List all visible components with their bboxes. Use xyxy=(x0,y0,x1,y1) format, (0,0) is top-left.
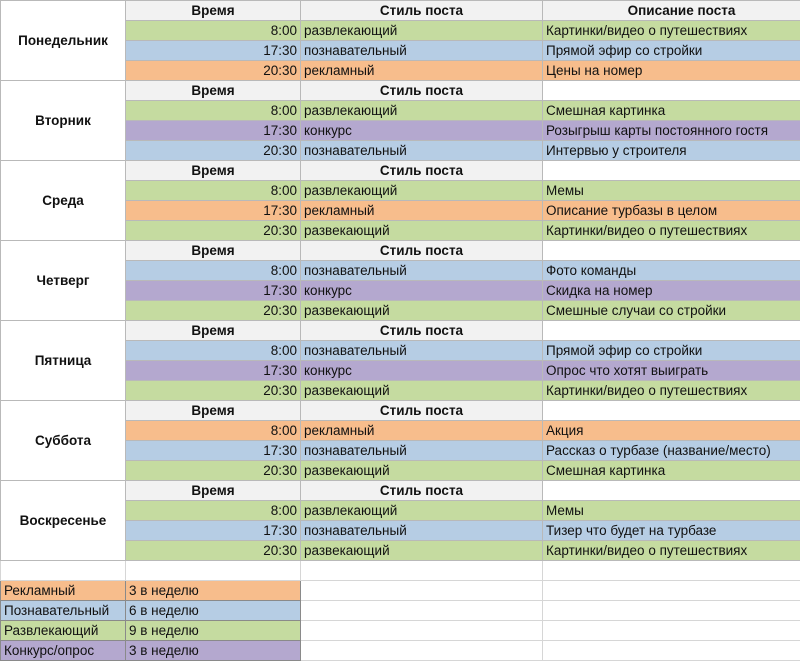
day-name-cell[interactable]: Понедельник xyxy=(1,1,126,81)
post-description-cell[interactable]: Розыгрыш карты постоянного гостя xyxy=(543,121,800,141)
time-header-cell[interactable]: Время xyxy=(126,321,301,341)
legend-label-cell[interactable]: Конкурс/опрос xyxy=(1,641,126,661)
post-description-cell[interactable]: Мемы xyxy=(543,501,800,521)
post-description-cell[interactable]: Картинки/видео о путешествиях xyxy=(543,221,800,241)
post-description-cell[interactable]: Тизер что будет на турбазе xyxy=(543,521,800,541)
post-description-cell[interactable]: Цены на номер xyxy=(543,61,800,81)
empty-cell[interactable] xyxy=(543,621,800,641)
post-style-cell[interactable]: познавательный xyxy=(301,441,543,461)
day-header-row xyxy=(1,241,800,261)
day-name-cell[interactable]: Воскресенье xyxy=(1,481,126,561)
empty-header-cell[interactable] xyxy=(543,401,800,421)
post-description-cell[interactable]: Смешная картинка xyxy=(543,461,800,481)
post-style-cell[interactable]: познавательный xyxy=(301,41,543,61)
post-time-cell[interactable]: 20:30 xyxy=(126,381,301,401)
day-name-cell[interactable]: Суббота xyxy=(1,401,126,481)
empty-header-cell[interactable] xyxy=(543,81,800,101)
day-header-row xyxy=(1,1,800,21)
post-time-cell[interactable]: 8:00 xyxy=(126,181,301,201)
post-time-cell[interactable]: 20:30 xyxy=(126,301,301,321)
post-description-cell[interactable]: Скидка на номер xyxy=(543,281,800,301)
style-header-cell[interactable]: Стиль поста xyxy=(301,241,543,261)
post-time-cell[interactable]: 17:30 xyxy=(126,521,301,541)
post-style-cell[interactable]: рекламный xyxy=(301,61,543,81)
legend-row xyxy=(1,621,800,641)
post-time-cell[interactable]: 8:00 xyxy=(126,21,301,41)
post-description-cell[interactable]: Мемы xyxy=(543,181,800,201)
empty-cell[interactable] xyxy=(301,641,543,661)
style-header-cell[interactable]: Стиль поста xyxy=(301,401,543,421)
post-description-cell[interactable]: Прямой эфир со стройки xyxy=(543,41,800,61)
day-name-cell[interactable]: Четверг xyxy=(1,241,126,321)
style-header-cell[interactable]: Стиль поста xyxy=(301,321,543,341)
post-time-cell[interactable]: 8:00 xyxy=(126,501,301,521)
post-time-cell[interactable]: 17:30 xyxy=(126,281,301,301)
post-time-cell[interactable]: 17:30 xyxy=(126,441,301,461)
empty-cell[interactable] xyxy=(543,561,800,581)
legend-count-cell[interactable]: 3 в неделю xyxy=(126,581,301,601)
style-header-cell[interactable]: Стиль поста xyxy=(301,81,543,101)
empty-cell[interactable] xyxy=(543,601,800,621)
post-time-cell[interactable]: 20:30 xyxy=(126,141,301,161)
empty-cell[interactable] xyxy=(301,601,543,621)
post-time-cell[interactable]: 8:00 xyxy=(126,421,301,441)
post-time-cell[interactable]: 8:00 xyxy=(126,261,301,281)
legend-count-cell[interactable]: 6 в неделю xyxy=(126,601,301,621)
post-style-cell[interactable]: развекающий xyxy=(301,541,543,561)
post-description-cell[interactable]: Акция xyxy=(543,421,800,441)
post-time-cell[interactable]: 20:30 xyxy=(126,221,301,241)
empty-cell[interactable] xyxy=(543,581,800,601)
empty-header-cell[interactable] xyxy=(543,321,800,341)
spacer-row xyxy=(1,561,800,581)
day-header-row xyxy=(1,81,800,101)
post-style-cell[interactable]: рекламный xyxy=(301,421,543,441)
time-header-cell[interactable]: Время xyxy=(126,481,301,501)
legend-count-cell[interactable]: 3 в неделю xyxy=(126,641,301,661)
post-time-cell[interactable]: 17:30 xyxy=(126,121,301,141)
post-description-cell[interactable]: Опрос что хотят выиграть xyxy=(543,361,800,381)
post-description-cell[interactable]: Рассказ о турбазе (название/место) xyxy=(543,441,800,461)
post-time-cell[interactable]: 20:30 xyxy=(126,461,301,481)
post-time-cell[interactable]: 20:30 xyxy=(126,541,301,561)
time-header-cell[interactable]: Время xyxy=(126,241,301,261)
post-time-cell[interactable]: 17:30 xyxy=(126,361,301,381)
day-name-cell[interactable]: Вторник xyxy=(1,81,126,161)
post-style-cell[interactable]: развекающий xyxy=(301,221,543,241)
day-name-cell[interactable]: Пятница xyxy=(1,321,126,401)
post-time-cell[interactable]: 17:30 xyxy=(126,201,301,221)
empty-cell[interactable] xyxy=(301,581,543,601)
post-style-cell[interactable]: развекающий xyxy=(301,381,543,401)
post-style-cell[interactable]: развлекающий xyxy=(301,21,543,41)
post-time-cell[interactable]: 8:00 xyxy=(126,341,301,361)
legend-row xyxy=(1,641,800,661)
post-style-cell[interactable]: познавательный xyxy=(301,141,543,161)
style-header-cell[interactable]: Стиль поста xyxy=(301,481,543,501)
post-description-cell[interactable]: Интервью у строителя xyxy=(543,141,800,161)
post-description-cell[interactable]: Смешная картинка xyxy=(543,101,800,121)
post-style-cell[interactable]: развекающий xyxy=(301,301,543,321)
day-name-cell[interactable]: Среда xyxy=(1,161,126,241)
empty-cell[interactable] xyxy=(543,641,800,661)
legend-count-cell[interactable]: 9 в неделю xyxy=(126,621,301,641)
legend-label-cell[interactable]: Развлекающий xyxy=(1,621,126,641)
legend-label-cell[interactable]: Рекламный xyxy=(1,581,126,601)
post-style-cell[interactable]: конкурс xyxy=(301,121,543,141)
post-description-cell[interactable]: Картинки/видео о путешествиях xyxy=(543,381,800,401)
empty-cell[interactable] xyxy=(1,561,126,581)
post-description-cell[interactable]: Смешные случаи со стройки xyxy=(543,301,800,321)
time-header-cell[interactable]: Время xyxy=(126,161,301,181)
style-header-cell[interactable]: Стиль поста xyxy=(301,161,543,181)
post-style-cell[interactable]: познавательный xyxy=(301,261,543,281)
post-style-cell[interactable]: развлекающий xyxy=(301,501,543,521)
post-time-cell[interactable]: 17:30 xyxy=(126,41,301,61)
day-header-row xyxy=(1,321,800,341)
post-style-cell[interactable]: развекающий xyxy=(301,461,543,481)
description-header-cell[interactable]: Описание поста xyxy=(543,1,800,21)
post-description-cell[interactable]: Описание турбазы в целом xyxy=(543,201,800,221)
post-description-cell[interactable]: Картинки/видео о путешествиях xyxy=(543,541,800,561)
post-style-cell[interactable]: рекламный xyxy=(301,201,543,221)
post-description-cell[interactable]: Прямой эфир со стройки xyxy=(543,341,800,361)
time-header-cell[interactable]: Время xyxy=(126,81,301,101)
day-header-row xyxy=(1,481,800,501)
time-header-cell[interactable]: Время xyxy=(126,401,301,421)
legend-row xyxy=(1,581,800,601)
empty-header-cell[interactable] xyxy=(543,241,800,261)
post-style-cell[interactable]: конкурс xyxy=(301,361,543,381)
post-style-cell[interactable]: познавательный xyxy=(301,341,543,361)
day-header-row xyxy=(1,161,800,181)
day-header-row xyxy=(1,401,800,421)
post-description-cell[interactable]: Фото команды xyxy=(543,261,800,281)
post-style-cell[interactable]: развлекающий xyxy=(301,181,543,201)
empty-header-cell[interactable] xyxy=(543,161,800,181)
empty-cell[interactable] xyxy=(126,561,301,581)
post-style-cell[interactable]: развлекающий xyxy=(301,101,543,121)
post-time-cell[interactable]: 8:00 xyxy=(126,101,301,121)
legend-label-cell[interactable]: Познавательный xyxy=(1,601,126,621)
post-style-cell[interactable]: познавательный xyxy=(301,521,543,541)
post-description-cell[interactable]: Картинки/видео о путешествиях xyxy=(543,21,800,41)
empty-cell[interactable] xyxy=(301,621,543,641)
style-header-cell[interactable]: Стиль поста xyxy=(301,1,543,21)
empty-cell[interactable] xyxy=(301,561,543,581)
post-time-cell[interactable]: 20:30 xyxy=(126,61,301,81)
post-style-cell[interactable]: конкурс xyxy=(301,281,543,301)
time-header-cell[interactable]: Время xyxy=(126,1,301,21)
empty-header-cell[interactable] xyxy=(543,481,800,501)
legend-row xyxy=(1,601,800,621)
